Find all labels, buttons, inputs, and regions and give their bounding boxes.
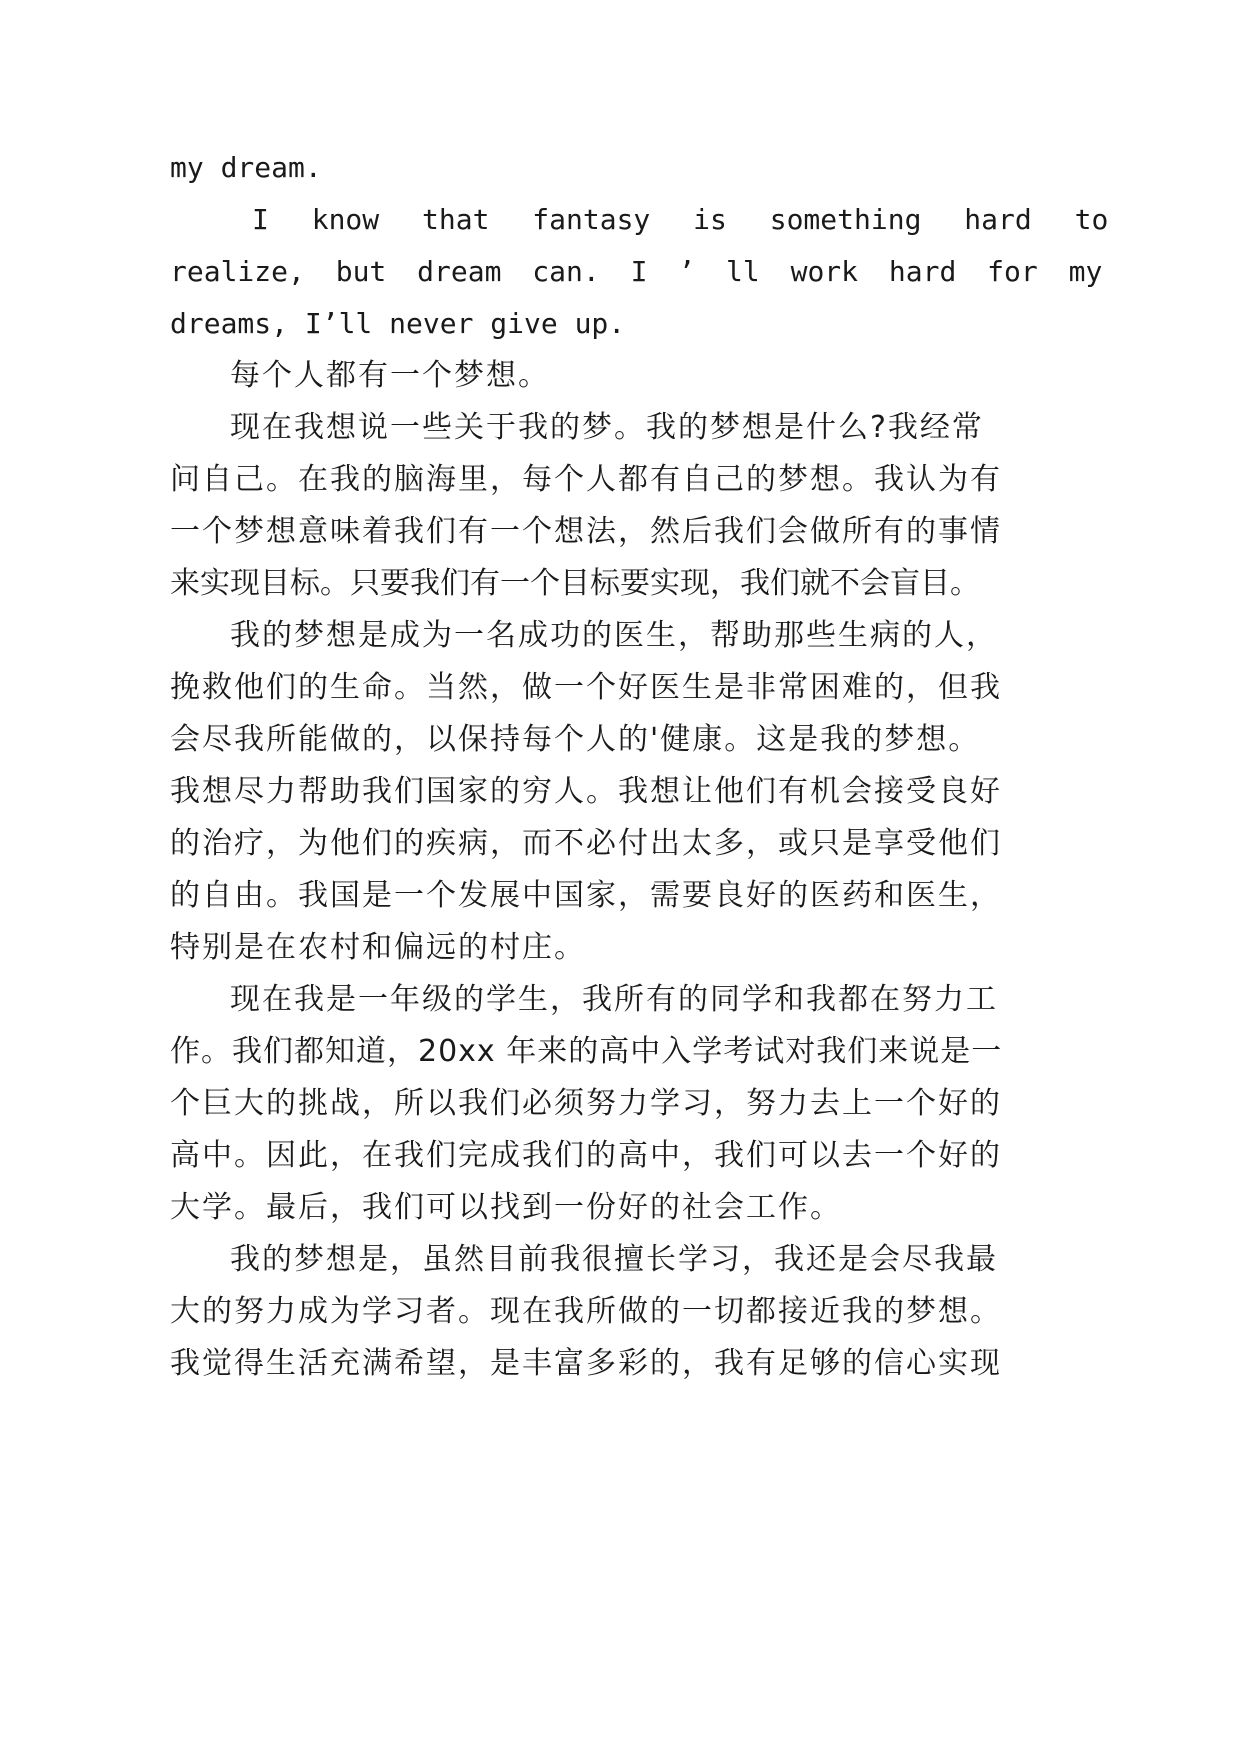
text-line: 大学。最后，我们可以找到一份好的社会工作。 [170, 1190, 842, 1225]
text-line: 我的梦想是成为一名成功的医生，帮助那些生病的人， [230, 618, 998, 653]
text-line: 的自由。我国是一个发展中国家，需要良好的医药和医生， [170, 878, 1002, 913]
text-line: 挽救他们的生命。当然，做一个好医生是非常困难的，但我 [170, 670, 1002, 705]
text-line: 问自己。在我的脑海里，每个人都有自己的梦想。我认为有 [170, 462, 1002, 497]
text-line: 来实现目标。只要我们有一个目标要实现，我们就不会盲目。 [170, 566, 980, 601]
text-line: 特别是在农村和偏远的村庄。 [170, 930, 586, 965]
text-line: 高中。因此，在我们完成我们的高中，我们可以去一个好的 [170, 1138, 1002, 1173]
text-line: 会尽我所能做的，以保持每个人的'健康。这是我的梦想。 [170, 722, 981, 757]
text-line: 作。我们都知道，20xx 年来的高中入学考试对我们来说是一 [170, 1034, 1003, 1069]
text-line: 现在我想说一些关于我的梦。我的梦想是什么?我经常 [230, 410, 984, 445]
text-line: 的治疗，为他们的疾病，而不必付出太多，或只是享受他们 [170, 826, 1002, 861]
text-line: 一个梦想意味着我们有一个想法，然后我们会做所有的事情 [170, 514, 1002, 549]
text-line: 现在我是一年级的学生，我所有的同学和我都在努力工 [230, 982, 998, 1017]
text-line: 大的努力成为学习者。现在我所做的一切都接近我的梦想。 [170, 1294, 1002, 1329]
text-line: 个巨大的挑战，所以我们必须努力学习，努力去上一个好的 [170, 1086, 1002, 1121]
text-line: 每个人都有一个梦想。 [230, 358, 550, 393]
text-line-content: I know that fantasy is something hard to [252, 203, 1109, 236]
text-line: realize, but dream can. I ’ ll work hard for my [170, 255, 1103, 288]
text-line: 我的梦想是，虽然目前我很擅长学习，我还是会尽我最 [230, 1242, 998, 1277]
text-line: 我想尽力帮助我们国家的穷人。我想让他们有机会接受良好 [170, 774, 1002, 809]
text-line: dreams, I’ll never give up. [170, 307, 626, 340]
text-line: my dream. [170, 151, 322, 184]
text-line [252, 200, 1109, 240]
text-line: 我觉得生活充满希望，是丰富多彩的，我有足够的信心实现 [170, 1346, 1002, 1381]
